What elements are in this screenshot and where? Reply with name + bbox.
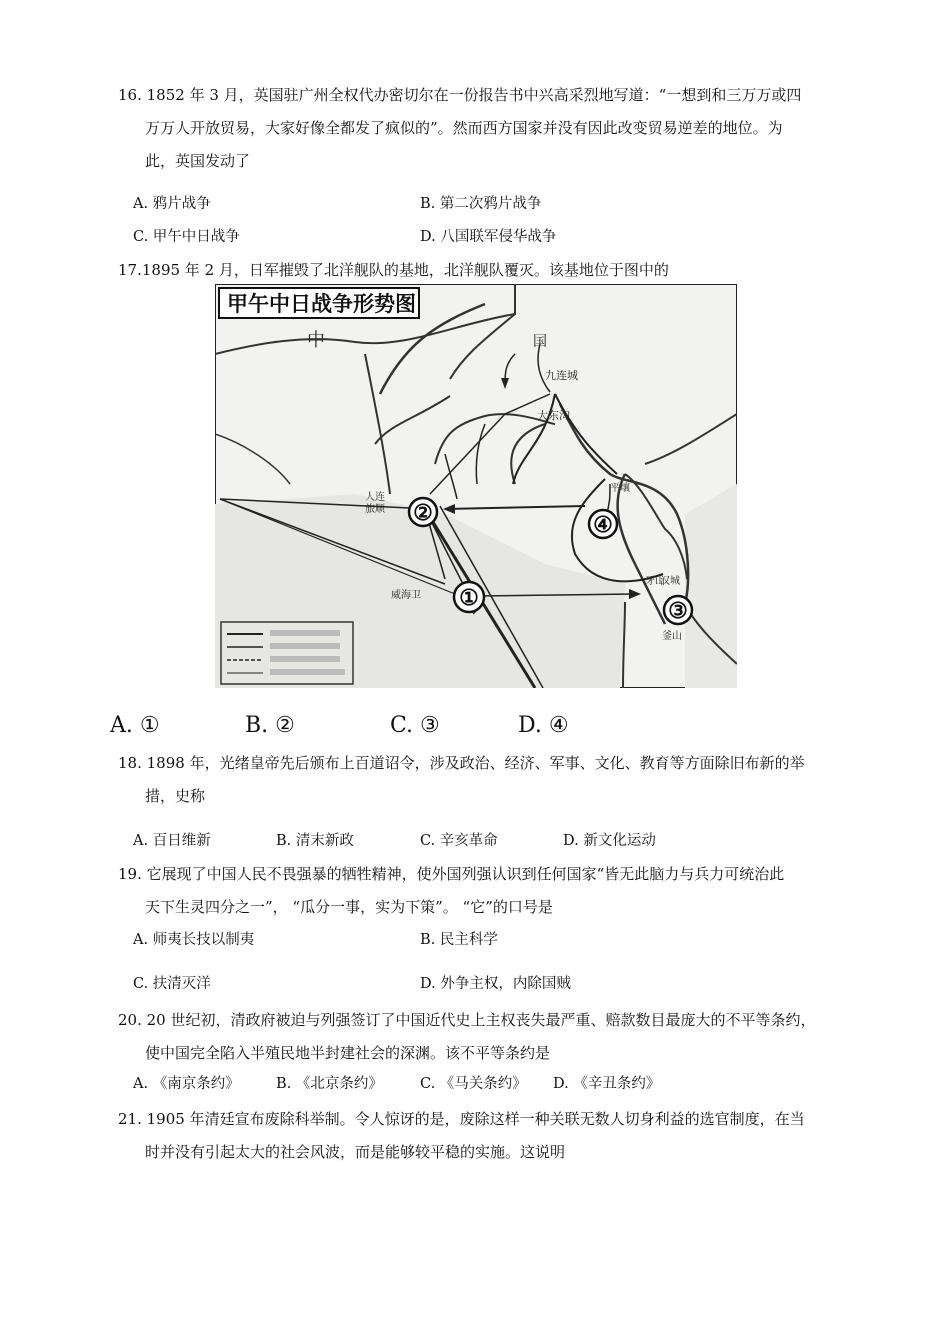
q17-option-a: A. ① (110, 713, 160, 738)
q18-option-b: B. 清末新政 (276, 833, 354, 849)
map-label-pingrang: 平壤 (610, 483, 630, 494)
q17-option-d: D. ④ (518, 713, 569, 738)
q18-option-d: D. 新文化运动 (563, 833, 656, 849)
map-label-renlian: 人连 (365, 492, 385, 503)
q18-line-2: 措，史称 (145, 787, 206, 805)
q16-line-1: 16. 1852 年 3 月，英国驻广州全权代办密切尔在一份报告书中兴高采烈地写道：“一想到和三万万或四 (118, 86, 802, 104)
q21-line-2: 时并没有引起太大的社会风波，而是能够较平稳的实施。这说明 (145, 1143, 566, 1161)
q19-line-2: 天下生灵四分之一”， “瓜分一事，实为下策”。 “它”的口号是 (145, 898, 553, 916)
q19-option-d: D. 外争主权，内除国贼 (420, 976, 571, 992)
map-marker-3: ③ (668, 598, 688, 624)
map-label-weihaiwei: 威海卫 (391, 590, 421, 601)
q21-line-1: 21. 1905 年清廷宣布废除科举制。令人惊讶的是，废除这样一种关联无数人切身利益的选官制度，在当 (118, 1110, 805, 1128)
q18-line-1: 18. 1898 年，光绪皇帝先后颁布上百道诏令，涉及政治、经济、军事、文化、教育等方面除旧布新的举 (118, 754, 805, 772)
q20-option-d: D. 《辛丑条约》 (553, 1076, 661, 1092)
map-label-fushan: 釜山 (662, 631, 682, 642)
q19-option-a: A. 师夷长技以制夷 (133, 932, 255, 948)
q16-option-d: D. 八国联军侵华战争 (420, 229, 557, 245)
map-marker-1: ① (459, 585, 479, 611)
map-label-hancheng: 汉城 (660, 576, 680, 587)
q16-line-3: 此，英国发动了 (145, 152, 251, 170)
q20-option-b: B. 《北京条约》 (276, 1076, 383, 1092)
q20-option-c: C. 《马关条约》 (420, 1076, 527, 1092)
q16-option-b: B. 第二次鸦片战争 (420, 196, 542, 212)
q16-option-c: C. 甲午中日战争 (133, 229, 240, 245)
q19-line-1: 19. 它展现了中国人民不畏强暴的牺牲精神，使外国列强认识到任何国家“皆无此脑力与兵力可统治此 (118, 865, 785, 883)
map-marker-4: ④ (593, 512, 613, 538)
q20-option-a: A. 《南京条约》 (133, 1076, 240, 1092)
sino-japanese-war-map (215, 284, 737, 688)
map-label-dadonggou: 大东沟 (537, 409, 570, 422)
q17-stem: 17.1895 年 2 月，日军摧毁了北洋舰队的基地，北洋舰队覆灭。该基地位于图中的 (118, 261, 669, 279)
q19-option-b: B. 民主科学 (420, 932, 498, 948)
q16-option-a: A. 鸦片战争 (133, 196, 211, 212)
map-marker-2: ② (413, 500, 433, 526)
q17-option-c: C. ③ (390, 713, 440, 738)
map-label-yashan: 牙山 (645, 576, 665, 587)
map-label-guo: 国 (533, 334, 547, 350)
q20-line-2: 使中国完全陷入半殖民地半封建社会的深渊。该不平等条约是 (145, 1044, 551, 1062)
q20-line-1: 20. 20 世纪初，清政府被迫与列强签订了中国近代史上主权丧失最严重、赔款数目最庞大的不平等条约， (118, 1011, 816, 1029)
q18-option-a: A. 百日维新 (133, 833, 211, 849)
map-label-lushun: 旅顺 (365, 504, 385, 515)
map-label-zhong: 中 (307, 330, 325, 351)
map-title: 甲午中日战争形势图 (227, 292, 416, 316)
q17-option-b: B. ② (245, 713, 295, 738)
map-label-jiuliancheng: 九连城 (545, 369, 578, 382)
q16-line-2: 万万人开放贸易，大家好像全都发了疯似的”。然而西方国家并没有因此改变贸易逆差的地位。为 (145, 119, 783, 137)
q18-option-c: C. 辛亥革命 (420, 833, 498, 849)
q19-option-c: C. 扶清灭洋 (133, 976, 211, 992)
